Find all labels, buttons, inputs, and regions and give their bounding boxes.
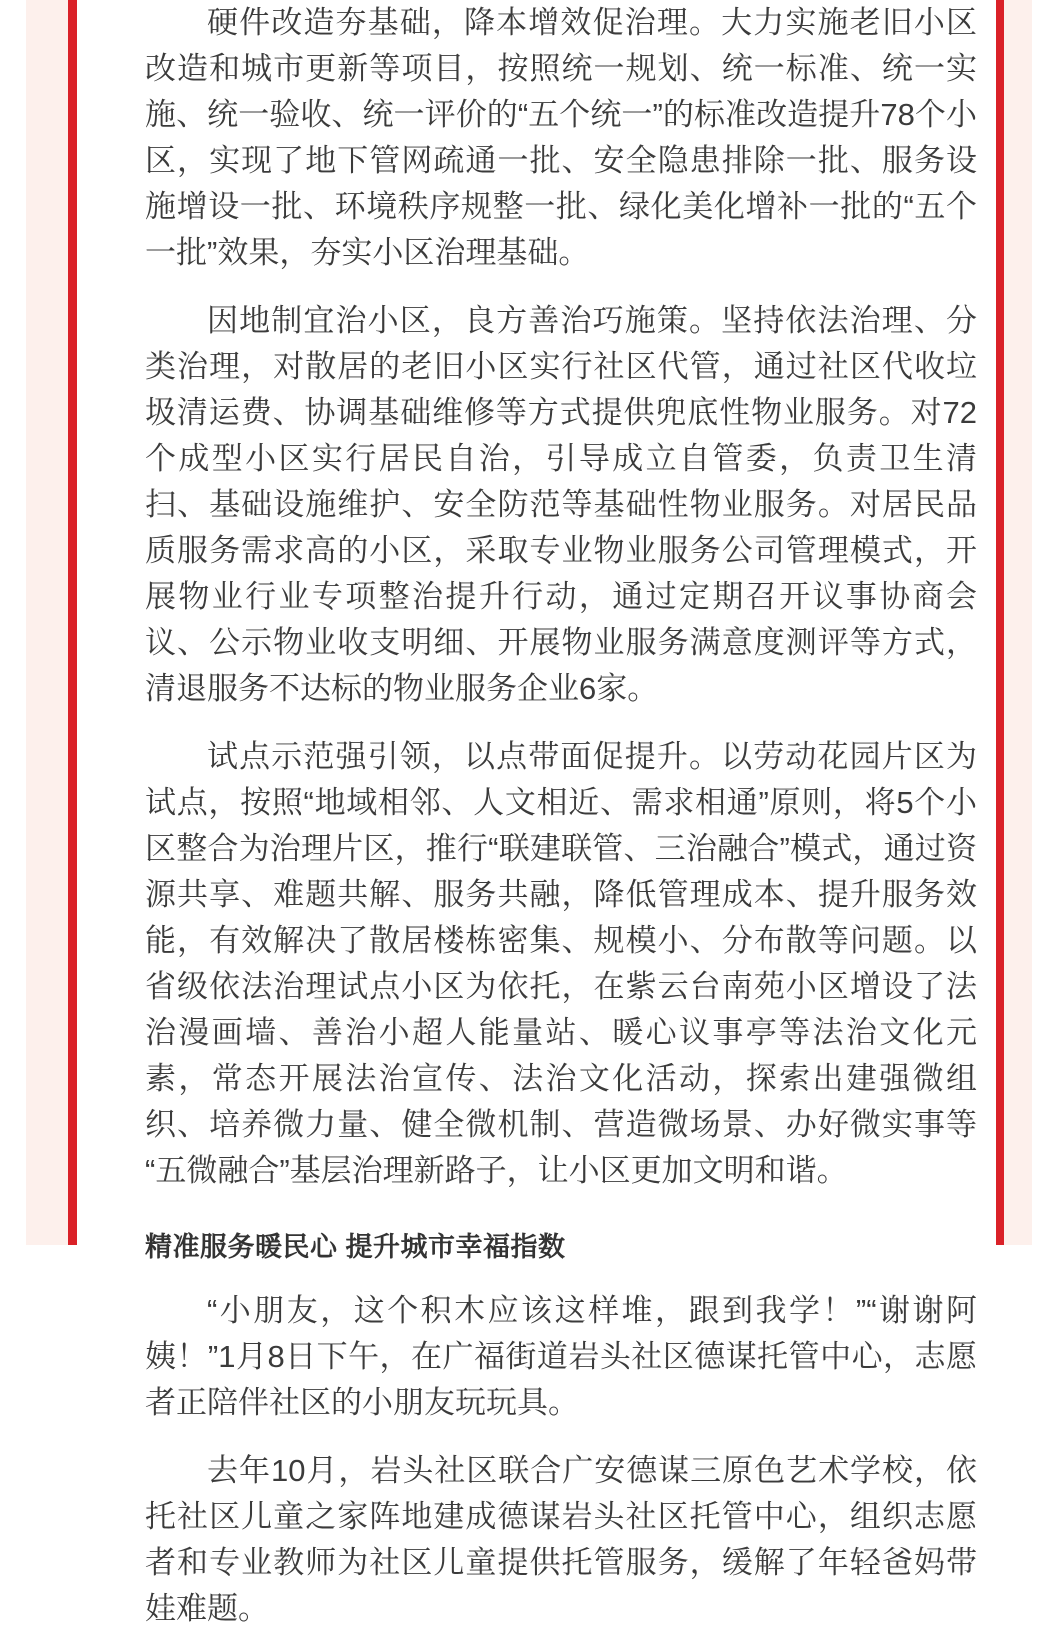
article-text-column <box>145 0 977 1632</box>
left-pink-band <box>26 0 68 1245</box>
paragraph-childcare-center: 去年10月，岩头社区联合广安德谋三原色艺术学校，依托社区儿童之家阵地建成德谋岩头社区托管中心，组织志愿者和专业教师为社区儿童提供托管服务，缓解了年轻爸妈带娃难题。 <box>145 1453 977 1626</box>
right-pink-band <box>1004 0 1032 1245</box>
paragraph-pilot-demonstration: 试点示范强引领，以点带面促提升。以劳动花园片区为试点，按照“地域相邻、人文相近、需求相通”原则，将5个小区整合为治理片区，推行“联建联管、三治融合”模式，通过资源共享、难题共解、服务共融，降低管理成本、提升服务效能，有效解决了散居楼栋密集、规模小、分布散等问题。以省级依法治理试点小区为依托，在紫云台南苑小区增设了法治漫画墙、善治小超人能量站、暖心议事亭等法治文化元素，常态开展法治宣传、法治文化活动，探索出建强微组织、培养微力量、健全微机制、营造微场景、办好微实事等“五微融合”基层治理新路子，让小区更加文明和谐。 <box>145 739 977 1188</box>
paragraph-local-governance: 因地制宜治小区，良方善治巧施策。坚持依法治理、分类治理，对散居的老旧小区实行社区代管，通过社区代收垃圾清运费、协调基础维修等方式提供兜底性物业服务。对72个成型小区实行居民自治，引导成立自管委，负责卫生清扫、基础设施维护、安全防范等基础性物业服务。对居民品质服务需求高的小区，采取专业物业服务公司管理模式，开展物业行业专项整治提升行动，通过定期召开议事协商会议、公示物业收支明细、开展物业服务满意度测评等方式，清退服务不达标的物业服务企业6家。 <box>145 303 977 706</box>
right-red-rule <box>996 0 1004 1245</box>
left-red-rule <box>68 0 77 1245</box>
section-heading: 精准服务暖民心 提升城市幸福指数 <box>145 1232 566 1262</box>
paragraph-hardware-renovation: 硬件改造夯基础，降本增效促治理。大力实施老旧小区改造和城市更新等项目，按照统一规划、统一标准、统一实施、统一验收、统一评价的“五个统一”的标准改造提升78个小区，实现了地下管网疏通一批、安全隐患排除一批、服务设施增设一批、环境秩序规整一批、绿化美化增补一批的“五个一批”效果，夯实小区治理基础。 <box>145 5 977 270</box>
article-body <box>77 0 996 1626</box>
paragraph-childcare-scene: “小朋友，这个积木应该这样堆，跟到我学！”“谢谢阿姨！”1月8日下午，在广福街道岩头社区德谋托管中心，志愿者正陪伴社区的小朋友玩玩具。 <box>145 1293 977 1420</box>
